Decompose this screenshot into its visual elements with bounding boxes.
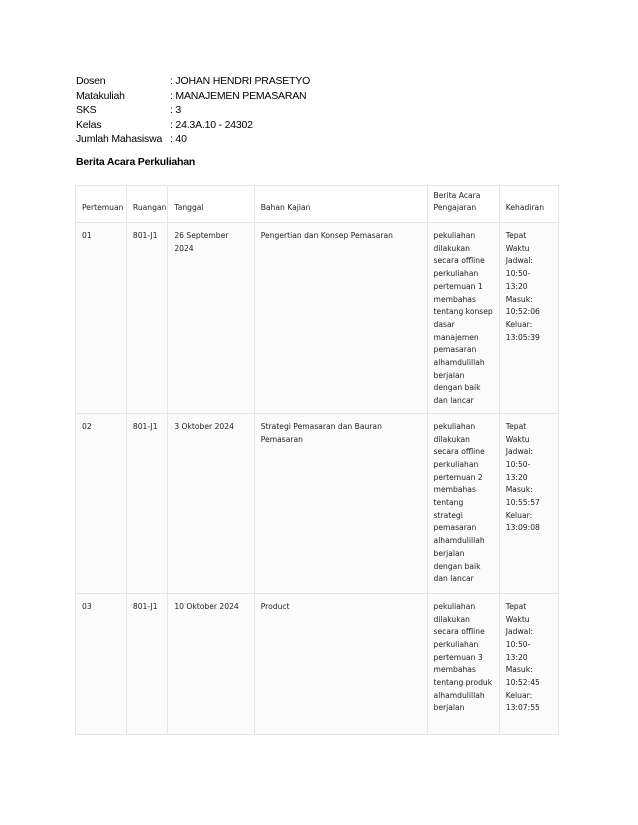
info-label: Jumlah Mahasiswa — [76, 133, 163, 146]
cell-kehadiran: Tepat Waktu Jadwal: 10:50-13:20 Masuk: 10:52:06 Keluar: 13:05:39 — [499, 223, 558, 414]
section-title: Berita Acara Perkuliahan — [76, 156, 196, 168]
info-label: Kelas — [76, 118, 102, 131]
info-value: : JOHAN HENDRI PRASETYO — [170, 75, 311, 87]
info-row-dosen — [76, 74, 310, 89]
header-ruangan: Ruangan — [126, 186, 167, 223]
info-label: SKS — [76, 104, 97, 117]
cell-tanggal: 26 September 2024 — [168, 223, 254, 414]
info-row-matakuliah — [76, 89, 310, 104]
cell-ruangan: 801-J1 — [126, 413, 167, 593]
info-label: Dosen — [76, 75, 106, 87]
cell-pertemuan: 02 — [76, 413, 127, 593]
cell-kehadiran: Tepat Waktu Jadwal: 10:50-13:20 Masuk: 10:52:45 Keluar: 13:07:55 — [499, 593, 558, 734]
header-pertemuan: Pertemuan — [76, 186, 127, 223]
info-value: : 3 — [170, 104, 182, 117]
header-tanggal: Tanggal — [168, 186, 254, 223]
header-berita-acara: Berita Acara Pengajaran — [427, 186, 499, 223]
cell-pertemuan: 01 — [76, 223, 127, 414]
info-label: Matakuliah — [76, 89, 125, 102]
header-bahan-kajian: Bahan Kajian — [254, 186, 427, 223]
info-value: : 24.3A.10 - 24302 — [170, 118, 253, 131]
course-info — [76, 74, 310, 147]
info-row-kelas — [76, 118, 310, 133]
table-row — [76, 593, 559, 734]
cell-tanggal: 3 Oktober 2024 — [168, 413, 254, 593]
info-row-sks — [76, 103, 310, 118]
table-row — [76, 223, 559, 414]
cell-bahan-kajian: Strategi Pemasaran dan Bauran Pemasaran — [254, 413, 427, 593]
cell-ruangan: 801-J1 — [126, 223, 167, 414]
cell-tanggal: 10 Oktober 2024 — [168, 593, 254, 734]
table-header-row — [76, 186, 559, 223]
table-row — [76, 413, 559, 593]
info-value: : MANAJEMEN PEMASARAN — [170, 89, 307, 102]
header-kehadiran: Kehadiran — [499, 186, 558, 223]
cell-kehadiran: Tepat Waktu Jadwal: 10:50-13:20 Masuk: 10:55:57 Keluar: 13:09:08 — [499, 413, 558, 593]
cell-bahan-kajian: Product — [254, 593, 427, 734]
info-value: : 40 — [170, 133, 187, 146]
cell-bahan-kajian: Pengertian dan Konsep Pemasaran — [254, 223, 427, 414]
cell-pertemuan: 03 — [76, 593, 127, 734]
cell-berita-acara: pekuliahan dilakukan secara offline perkuliahan pertemuan 3 membahas tentang produk alhamdulillah berjalan — [427, 593, 499, 734]
lecture-log-table — [75, 185, 559, 735]
info-row-jumlah-mahasiswa — [76, 132, 310, 147]
cell-berita-acara: pekuliahan dilakukan secara offline perkuliahan pertemuan 2 membahas tentang strategi pemasaran alhamdulillah berjalan dengan baik dan lancar — [427, 413, 499, 593]
cell-berita-acara: pekuliahan dilakukan secara offline perkuliahan pertemuan 1 membahas tentang konsep dasar manajemen pemasaran alhamdulillah berjalan dengan baik dan lancar — [427, 223, 499, 414]
cell-ruangan: 801-J1 — [126, 593, 167, 734]
